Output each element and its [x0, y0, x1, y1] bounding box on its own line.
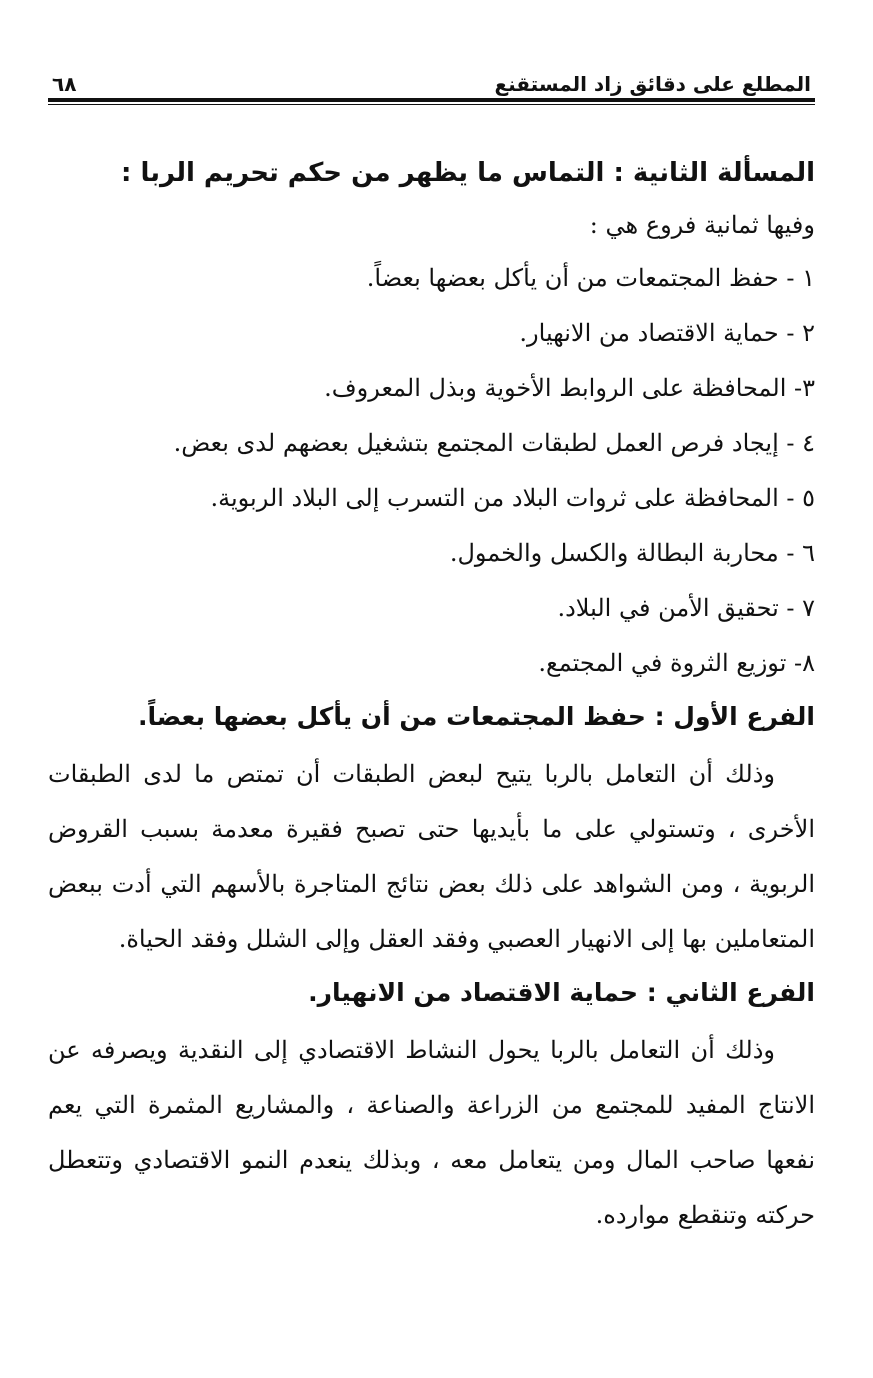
- list-item: ٢ - حماية الاقتصاد من الانهيار.: [519, 319, 815, 347]
- list-item: ٦ - محاربة البطالة والكسل والخمول.: [449, 539, 815, 567]
- list-item: ٥ - المحافظة على ثروات البلاد من التسرب إلى البلاد الربوية.: [210, 484, 815, 512]
- list-item: ٨- توزيع الثروة في المجتمع.: [538, 649, 815, 677]
- section-intro: وفيها ثمانية فروع هي :: [589, 211, 815, 239]
- book-page: [48, 60, 815, 1378]
- section-title: المسألة الثانية : التماس ما يظهر من حكم تحريم الربا :: [121, 158, 815, 188]
- list-item: ٧ - تحقيق الأمن في البلاد.: [557, 594, 815, 622]
- page-number: ٦٨: [52, 72, 77, 96]
- header-rule: [48, 98, 815, 105]
- branch-one-paragraph: وذلك أن التعامل بالربا يتيح لبعض الطبقات أن تمتص ما لدى الطبقات الأخرى ، وتستولي على ما بأيديها حتى تصبح فقيرة معدمة بسبب القروض الربوية ، ومن الشواهد على ذلك بعض نتائج المتاجرة بالأسهم التي أدت ببعض المتعاملين بها إلى الانهيار العصبي وفقد العقل وإلى الشلل وفقد الحياة.: [48, 760, 815, 953]
- list-item: ١ - حفظ المجتمعات من أن يأكل بعضها بعضاً.: [366, 264, 815, 292]
- branch-two-paragraph: وذلك أن التعامل بالربا يحول النشاط الاقتصادي إلى النقدية ويصرفه عن الانتاج المفيد للمجتمع من الزراعة والصناعة ، والمشاريع المثمرة التي يعم نفعها صاحب المال ومن يتعامل معه ، وبذلك ينعدم النمو الاقتصادي وتتعطل حركته وتنقطع موارده.: [48, 1036, 815, 1229]
- branch-one-title: الفرع الأول : حفظ المجتمعات من أن يأكل بعضها بعضاً.: [138, 702, 815, 731]
- branch-list: [48, 251, 815, 691]
- branch-two-title: الفرع الثاني : حماية الاقتصاد من الانهيار.: [308, 978, 815, 1007]
- book-title: المطلع على دقائق زاد المستقنع: [494, 72, 811, 96]
- list-item: ٤ - إيجاد فرص العمل لطبقات المجتمع بتشغيل بعضهم لدى بعض.: [173, 429, 815, 457]
- running-header: [48, 60, 815, 96]
- list-item: ٣- المحافظة على الروابط الأخوية وبذل المعروف.: [324, 374, 815, 402]
